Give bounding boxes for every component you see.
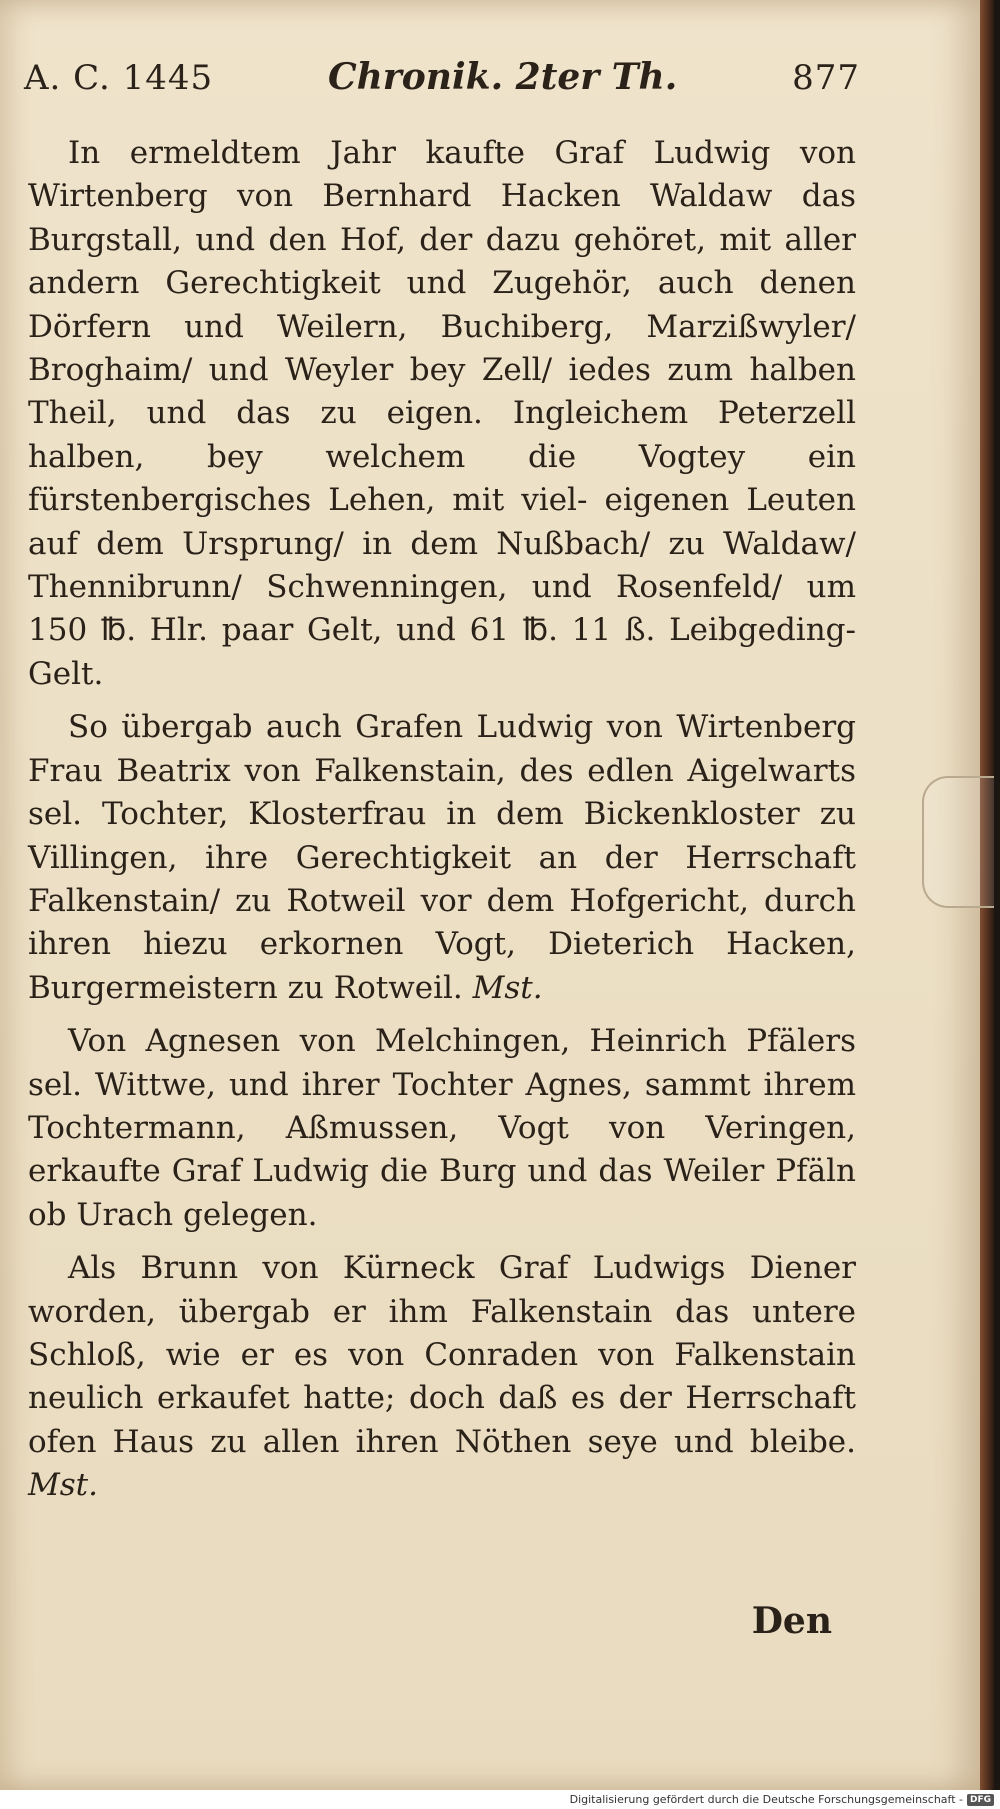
running-header	[24, 56, 860, 104]
header-year: A. C. 1445	[24, 58, 214, 98]
page-number: 877	[792, 58, 860, 98]
paragraph-3	[28, 1020, 856, 1237]
paragraph-text: Als Brunn von Kürneck Graf Ludwigs Diener worden, übergab er ihm Falkenstain das untere Schloß, wie er es von Conraden von Falkenstain neulich erkaufet hatte; doch daß es der Herrschaft ofen Haus zu allen ihren Nöthen seye und bleibe.	[28, 1250, 856, 1460]
dfg-logo-icon: DFG	[967, 1794, 994, 1806]
paragraph-4	[28, 1247, 856, 1507]
catchword: Den	[751, 1600, 832, 1642]
paragraph-text: Von Agnesen von Melchingen, Heinrich Pfälers sel. Wittwe, und ihrer Tochter Agnes, sammt ihrem Tochtermann, Aßmussen, Vogt von Veringen, erkaufte Graf Ludwig die Burg und das Weiler Pfäln ob Urach gelegen.	[28, 1023, 856, 1233]
paragraph-text: In ermeldtem Jahr kaufte Graf Ludwig von Wirtenberg von Bernhard Hacken Waldaw das Burgstall, und den Hof, der dazu gehöret, mit aller andern Gerechtigkeit und Zugehör, auch denen Dörfern und Weilern, Buchiberg, Marzißwyler/ Broghaim/ und Weyler bey Zell/ iedes zum halben Theil, und das zu eigen. Ingleichem Peterzell halben, bey welchem die Vogtey ein fürstenbergisches Lehen, mit viel- eigenen Leuten auf dem Ursprung/ in dem Nußbach/ zu Waldaw/ Thennibrunn/ Schwenningen, und Rosenfeld/ um 150 ℔. Hlr. paar Gelt, und 61 ℔. 11 ß. Leibgeding-Gelt.	[28, 135, 856, 692]
paragraph-1	[28, 132, 856, 696]
digitization-footer	[0, 1790, 1000, 1809]
paragraph-text: So übergab auch Grafen Ludwig von Wirtenberg Frau Beatrix von Falkenstain, des edlen Aigelwarts sel. Tochter, Klosterfrau in dem Bickenkloster zu Villingen, ihre Gerechtigkeit an der Herrschaft Falkenstain/ zu Rotweil vor dem Hofgericht, durch ihren hiezu erkornen Vogt, Dieterich Hacken, Burgermeistern zu Rotweil.	[28, 709, 856, 1006]
page-body	[28, 132, 856, 1508]
source-abbrev: Mst.	[28, 1467, 98, 1504]
page-tab-marker	[922, 776, 994, 908]
header-title: Chronik. 2ter Th.	[327, 56, 678, 98]
footer-credit: Digitalisierung gefördert durch die Deutsche Forschungsgemeinschaft -	[569, 1793, 963, 1806]
paragraph-2	[28, 706, 856, 1010]
source-abbrev: Mst.	[472, 969, 543, 1006]
